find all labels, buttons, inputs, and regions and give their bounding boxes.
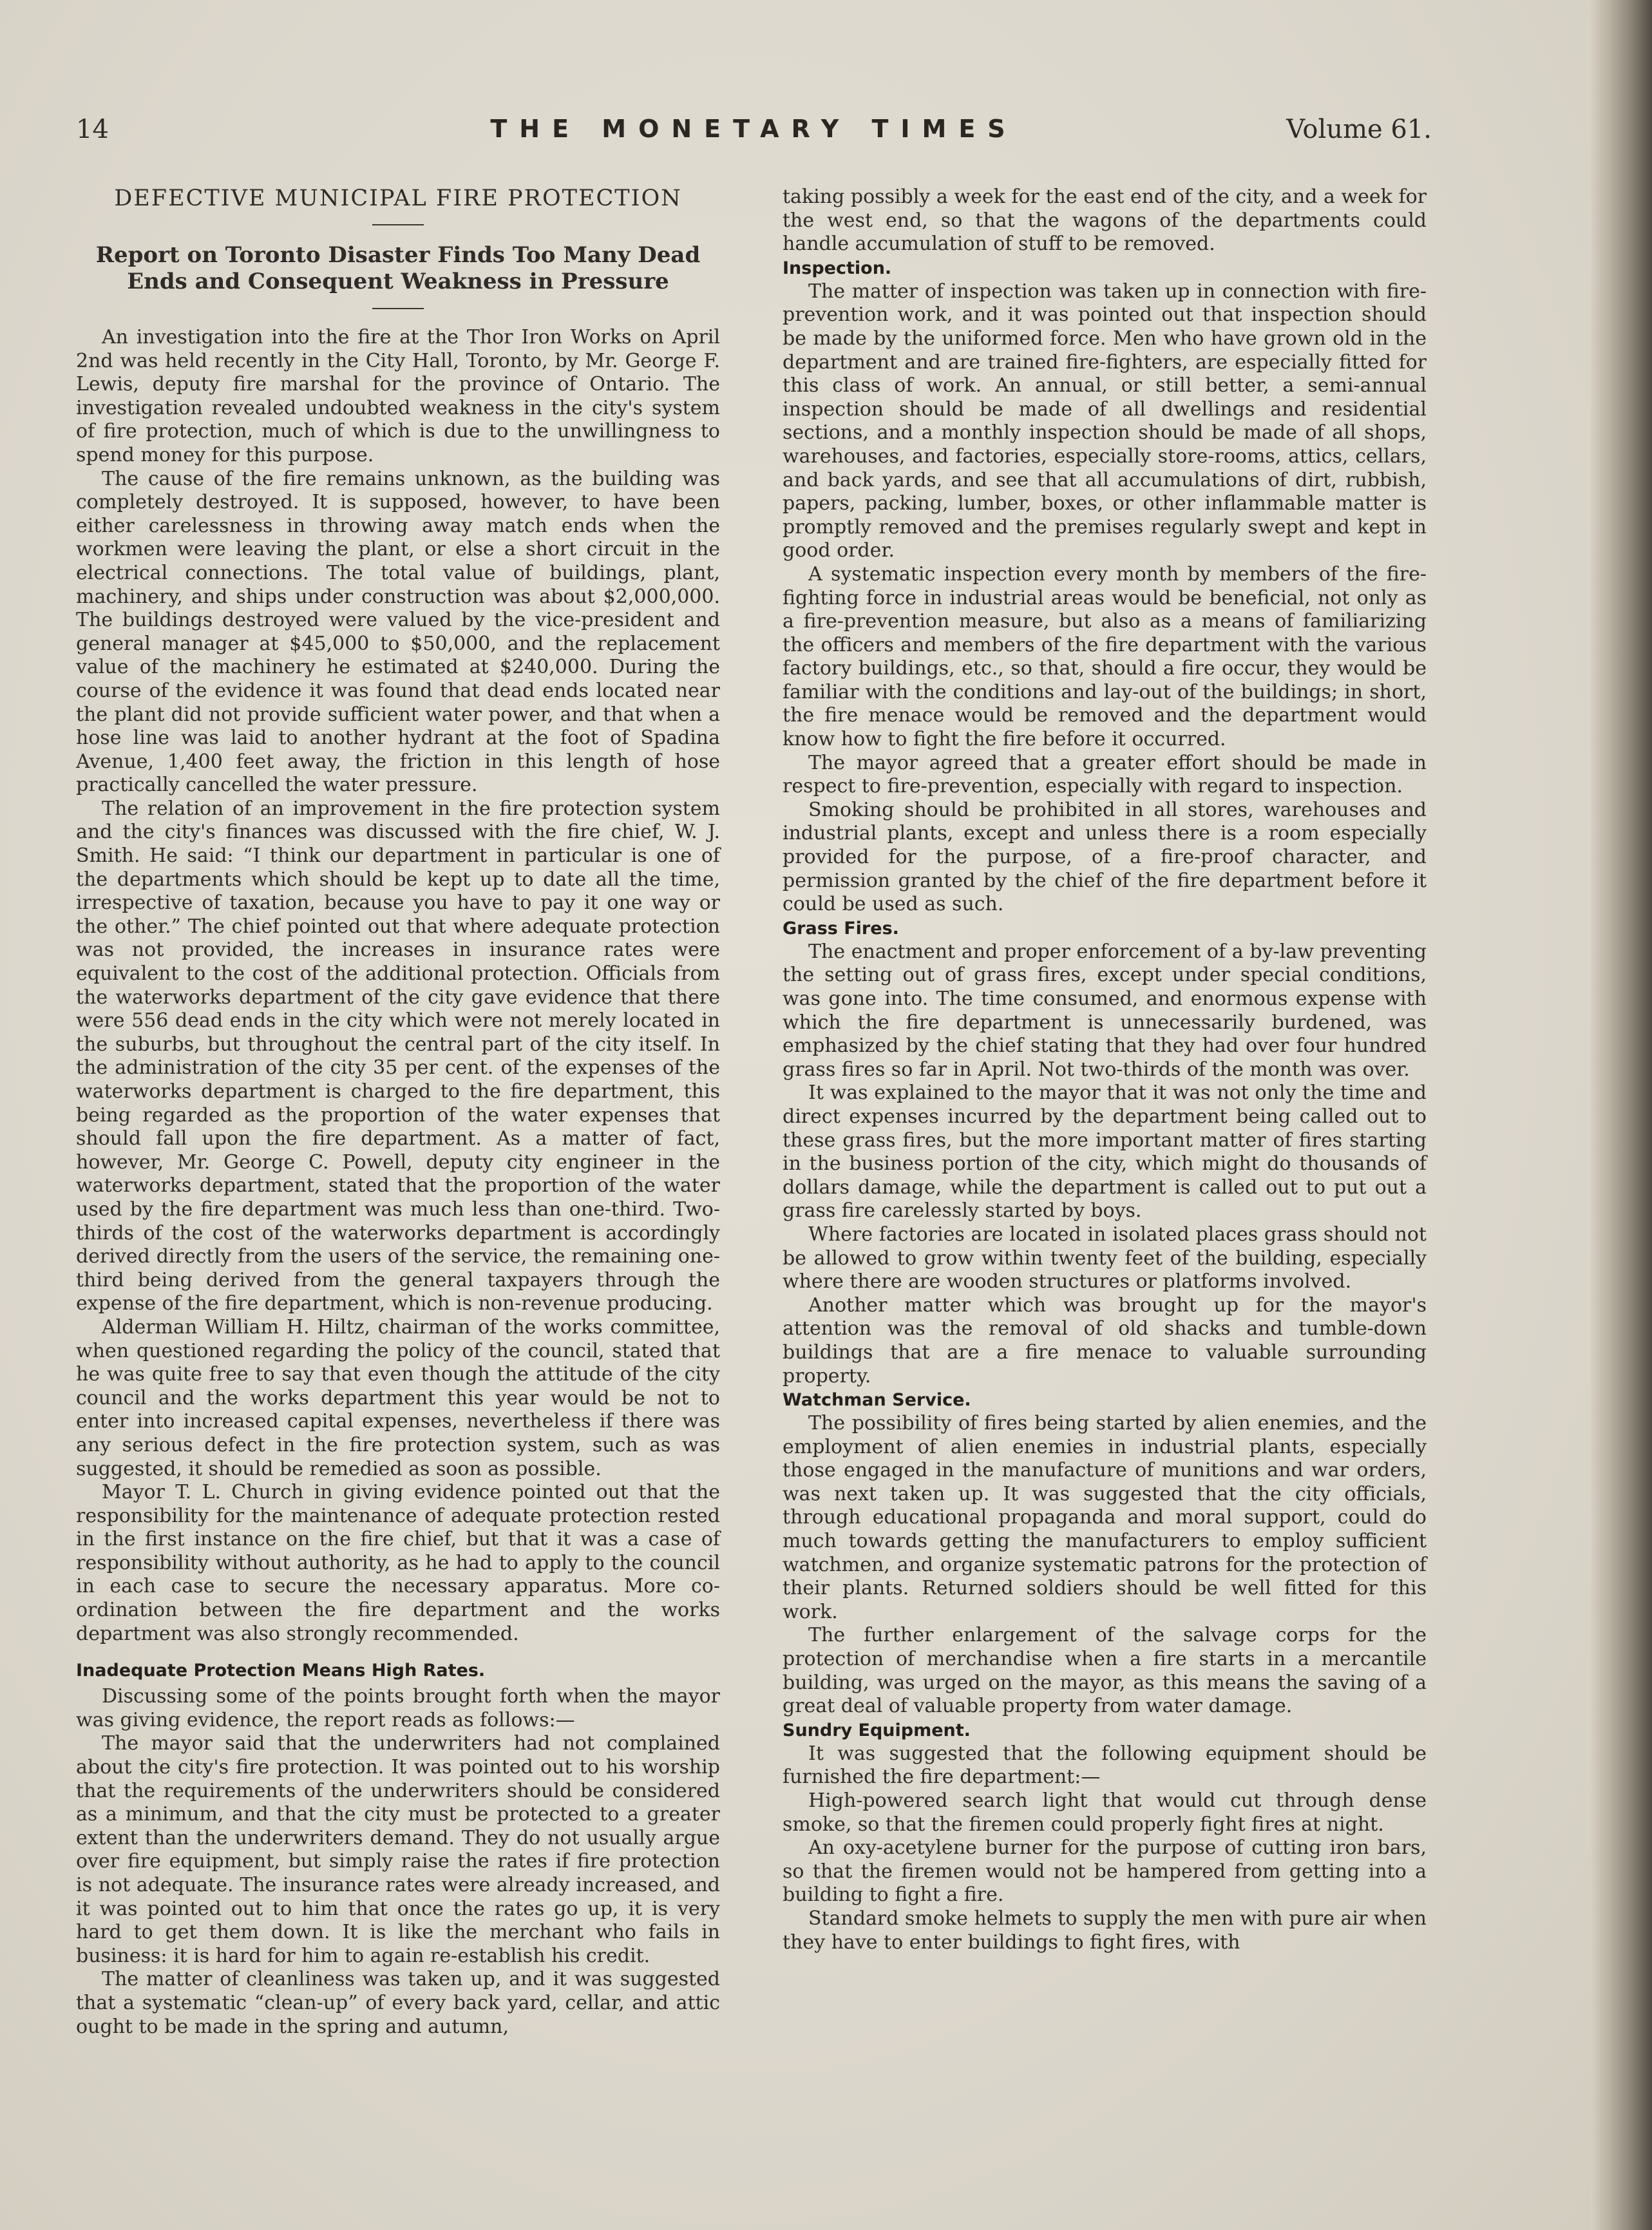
body-paragraph: The enactment and proper enforcement of a by-law preventing the setting out of grass fires, except under special conditions, was gone into. The time consumed, and enormous expense with which the fire department is unnecessarily burdened, was emphasized by the chief stating that they had over four hundred grass fires so far in April. Not two-thirds of the month was over.	[783, 940, 1427, 1081]
body-paragraph-continued: taking possibly a week for the east end of the city, and a week for the west end, so that the wagons of the departments could handle accumulation of stuff to be removed.	[783, 186, 1427, 256]
body-paragraph: The matter of inspection was taken up in connection with fire-prevention work, and it was pointed out that inspection should be made by the uniformed force. Men who have grown old in the department and are trained fire-fighters, are especially fitted for this class of work. An annual, or still better, a semi-annual inspection should be made of all dwellings and residential sections, and a monthly inspection should be made of all shops, warehouses, and factories, especially store-rooms, attics, cellars, and back yards, and see that all accumulations of dirt, rubbish, papers, packing, lumber, boxes, or other inflammable matter is promptly removed and the premises regularly swept and kept in good order.	[783, 280, 1427, 562]
volume-label: Volume 61.	[1286, 115, 1432, 144]
journal-title: THE MONETARY TIMES	[490, 115, 1018, 143]
section-heading-grass-fires: Grass Fires.	[783, 918, 899, 939]
subtitle-divider	[372, 308, 424, 309]
section-heading-watchman-service: Watchman Service.	[783, 1390, 971, 1411]
body-paragraph: It was explained to the mayor that it was not only the time and direct expenses incurred by the department being called out to these grass fires, but the more important matter of fires starting in the business portion of the city, which might do thousands of dollars damage, while the department is called out to put out a grass fire carelessly started by boys.	[783, 1082, 1427, 1223]
body-paragraph: Another matter which was brought up for the mayor's attention was the removal of old shacks and tumble-down buildings that are a fire menace to valuable surrounding property.	[783, 1293, 1427, 1387]
body-paragraph: Where factories are located in isolated places grass should not be allowed to grow within twenty feet of the building, especially where there are wooden structures or platforms involved.	[783, 1223, 1427, 1293]
body-paragraph: The matter of cleanliness was taken up, and it was suggested that a systematic “clean-up” of every back yard, cellar, and attic ought to be made in the spring and autumn,	[76, 1968, 720, 2038]
article-title: DEFECTIVE MUNICIPAL FIRE PROTECTION	[114, 186, 682, 211]
article-subtitle: Report on Toronto Disaster Finds Too Many Dead Ends and Consequent Weakness in Pressure	[95, 242, 701, 294]
body-paragraph: The further enlargement of the salvage corps for the protection of merchandise when a fire starts in a mercantile building, was urged on the mayor, as this means the saving of a great deal of valuable property from water damage.	[783, 1624, 1427, 1718]
right-column	[783, 186, 1427, 1954]
body-paragraph: Discussing some of the points brought forth when the mayor was giving evidence, the report reads as follows:—	[76, 1685, 720, 1731]
body-paragraph: The relation of an improvement in the fire protection system and the city's finances was discussed with the fire chief, W. J. Smith. He said: “I think our department in particular is one of the departments which should be kept up to date all the time, irrespective of taxation, because you have to pay it one way or the other.” The chief pointed out that where adequate protection was not provided, the increases in insurance rates were equivalent to the cost of the additional protection. Officials from the waterworks department of the city gave evidence that there were 556 dead ends in the city which were not merely located in the suburbs, but throughout the central part of the city itself. In the administration of the city 35 per cent. of the expenses of the waterworks department is charged to the fire department, this being regarded as the proportion of the water expenses that should fall upon the fire department. As a matter of fact, however, Mr. George C. Powell, deputy city engineer in the waterworks department, stated that the proportion of the water used by the fire department was much less than one-third. Two-thirds of the cost of the waterworks department is accordingly derived directly from the users of the service, the remaining one-third being derived from the general taxpayers through the expense of the fire department, which is non-revenue producing.	[76, 797, 720, 1315]
page-header	[76, 115, 1432, 153]
body-paragraph: It was suggested that the following equipment should be furnished the fire department:—	[783, 1742, 1427, 1789]
body-paragraph: Standard smoke helmets to supply the men with pure air when they have to enter buildings to fight fires, with	[783, 1907, 1427, 1954]
body-paragraph: An oxy-acetylene burner for the purpose of cutting iron bars, so that the firemen would not be hampered from getting into a building to fight a fire.	[783, 1836, 1427, 1907]
body-paragraph: The cause of the fire remains unknown, as the building was completely destroyed. It is supposed, however, to have been either carelessness in throwing away match ends when the workmen were leaving the plant, or else a short circuit in the electrical connections. The total value of buildings, plant, machinery, and ships under construction was about $2,000,000. The buildings destroyed were valued by the vice-president and general manager at $45,000 to $50,000, and the replacement value of the machinery he estimated at $240,000. During the course of the evidence it was found that dead ends located near the plant did not provide sufficient water power, and that when a hose line was laid to another hydrant at the foot of Spadina Avenue, 1,400 feet away, the friction in this length of hose practically cancelled the water pressure.	[76, 467, 720, 797]
body-paragraph: Mayor T. L. Church in giving evidence pointed out that the responsibility for the maintenance of adequate protection rested in the first instance on the fire chief, but that it was a case of responsibility without authority, as he had to apply to the council in each case to secure the necessary apparatus. More co-ordination between the fire department and the works department was also strongly recommended.	[76, 1481, 720, 1645]
section-heading-sundry-equipment: Sundry Equipment.	[783, 1720, 971, 1740]
body-paragraph: The possibility of fires being started by alien enemies, and the employment of alien enemies in industrial plants, especially those engaged in the manufacture of munitions and war orders, was next taken up. It was suggested that the city officials, through educational propaganda and moral support, could do much towards getting the manufacturers to employ sufficient watchmen, and organize systematic patrons for the protection of their plants. Returned soldiers should be well fitted for this work.	[783, 1412, 1427, 1623]
body-paragraph: The mayor said that the underwriters had not complained about the city's fire protection. It was pointed out to his worship that the requirements of the underwriters should be considered as a minimum, and that the city must be protected to a greater extent than the underwriters demand. They do not usually argue over fire equipment, but simply raise the rates if fire protection is not adequate. The insurance rates were already increased, and it was pointed out to him that once the rates go up, it is very hard to get them down. It is like the merchant who fails in business: it is hard for him to again re-establish his credit.	[76, 1732, 720, 1967]
binding-edge	[1591, 0, 1652, 2230]
body-paragraph: An investigation into the fire at the Thor Iron Works on April 2nd was held recently in the City Hall, Toronto, by Mr. George F. Lewis, deputy fire marshal for the province of Ontario. The investigation revealed undoubted weakness in the city's system of fire protection, much of which is due to the unwillingness to spend money for this purpose.	[76, 326, 720, 466]
left-column	[76, 186, 720, 2039]
body-paragraph: Smoking should be prohibited in all stores, warehouses and industrial plants, except and unless there is a room especially provided for the purpose, of a fire-proof character, and permission granted by the chief of the fire department before it could be used as such.	[783, 798, 1427, 916]
body-paragraph: Alderman William H. Hiltz, chairman of the works committee, when questioned regarding the policy of the council, stated that he was quite free to say that even though the attitude of the city council and the works department this year would be not to enter into increased capital expenses, nevertheless if there was any serious defect in the fire protection system, such as was suggested, it should be remedied as soon as possible.	[76, 1315, 720, 1480]
body-paragraph: The mayor agreed that a greater effort should be made in respect to fire-prevention, especially with regard to inspection.	[783, 751, 1427, 798]
section-heading-inadequate-protection: Inadequate Protection Means High Rates.	[76, 1661, 486, 1681]
title-divider	[372, 224, 424, 225]
body-paragraph: A systematic inspection every month by members of the fire-fighting force in industrial areas would be beneficial, not only as a fire-prevention measure, but also as a means of familiarizing the officers and members of the fire department with the various factory buildings, etc., so that, should a fire occur, they would be familiar with the conditions and lay-out of the buildings; in short, the fire menace would be removed and the department would know how to fight the fire before it occurred.	[783, 562, 1427, 751]
section-heading-inspection: Inspection.	[783, 258, 892, 278]
page-number: 14	[76, 115, 109, 144]
body-paragraph: High-powered search light that would cut through dense smoke, so that the firemen could properly fight fires at night.	[783, 1789, 1427, 1836]
